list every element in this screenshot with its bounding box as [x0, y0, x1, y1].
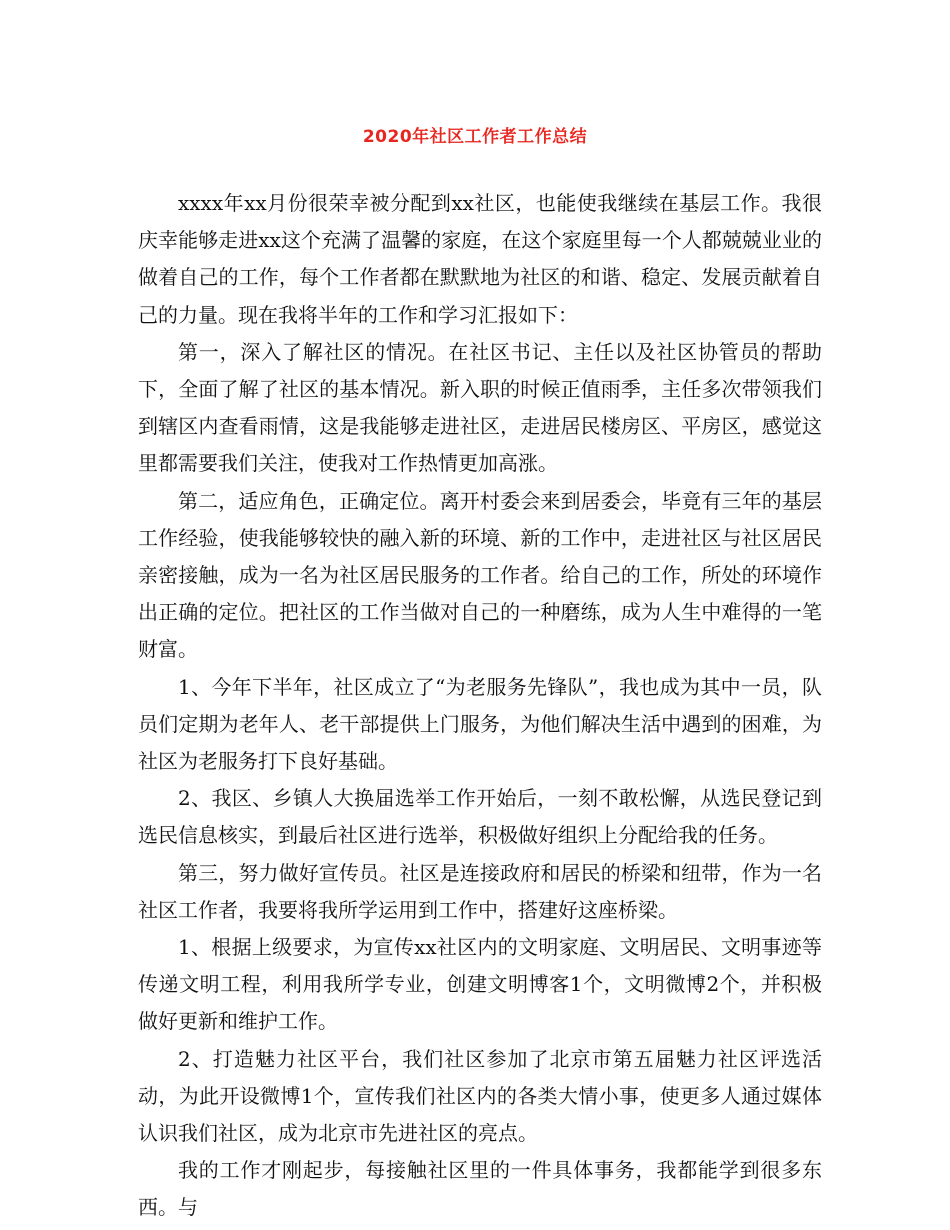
- paragraph-third-point: 第三，努力做好宣传员。社区是连接政府和居民的桥梁和纽带，作为一名社区工作者，我要将我所学运用到工作中，搭建好这座桥梁。: [138, 860, 822, 922]
- document-title: 2020年社区工作者工作总结: [362, 127, 588, 147]
- paragraph-civilization-project: 1、根据上级要求，为宣传xx社区内的文明家庭、文明居民、文明事迹等传递文明工程，利用我所学专业，创建文明博客1个，文明微博2个，并积极做好更新和维护工作。: [138, 935, 822, 1034]
- paragraph-election: 2、我区、乡镇人大换届选举工作开始后，一刻不敢松懈，从选民登记到选民信息核实，到最后社区进行选举，积极做好组织上分配给我的任务。: [138, 786, 822, 848]
- paragraph-elder-service: 1、今年下半年，社区成立了“为老服务先锋队”，我也成为其中一员，队员们定期为老年人、老干部提供上门服务，为他们解决生活中遇到的困难，为社区为老服务打下良好基础。: [138, 674, 822, 774]
- document-body: [138, 185, 822, 1227]
- paragraph-intro: xxxx年xx月份很荣幸被分配到xx社区，也能使我继续在基层工作。我很庆幸能够走进xx这个充满了温馨的家庭，在这个家庭里每一个人都兢兢业业的做着自己的工作，每个工作者都在默默地为社区的和谐、稳定、发展贡献着自己的力量。现在我将半年的工作和学习汇报如下：: [138, 191, 822, 327]
- paragraph-first-point: 第一，深入了解社区的情况。在社区书记、主任以及社区协管员的帮助下，全面了解了社区的基本情况。新入职的时候正值雨季，主任多次带领我们到辖区内查看雨情，这是我能够走进社区，走进居民楼房区、平房区，感觉这里都需要我们关注，使我对工作热情更加高涨。: [138, 339, 822, 476]
- paragraph-charm-community: 2、打造魅力社区平台，我们社区参加了北京市第五届魅力社区评选活动，为此开设微博1个，宣传我们社区内的各类大情小事，使更多人通过媒体认识我们社区，成为北京市先进社区的亮点。: [138, 1046, 822, 1146]
- paragraph-second-point: 第二，适应角色，正确定位。离开村委会来到居委会，毕竟有三年的基层工作经验，使我能够较快的融入新的环境、新的工作中，走进社区与社区居民亲密接触，成为一名为社区居民服务的工作者。给自己的工作，所处的环境作出正确的定位。把社区的工作当做对自己的一种磨练，成为人生中难得的一笔财富。: [138, 488, 822, 662]
- paragraph-closing: 我的工作才刚起步，每接触社区里的一件具体事务，我都能学到很多东西。与: [138, 1158, 822, 1220]
